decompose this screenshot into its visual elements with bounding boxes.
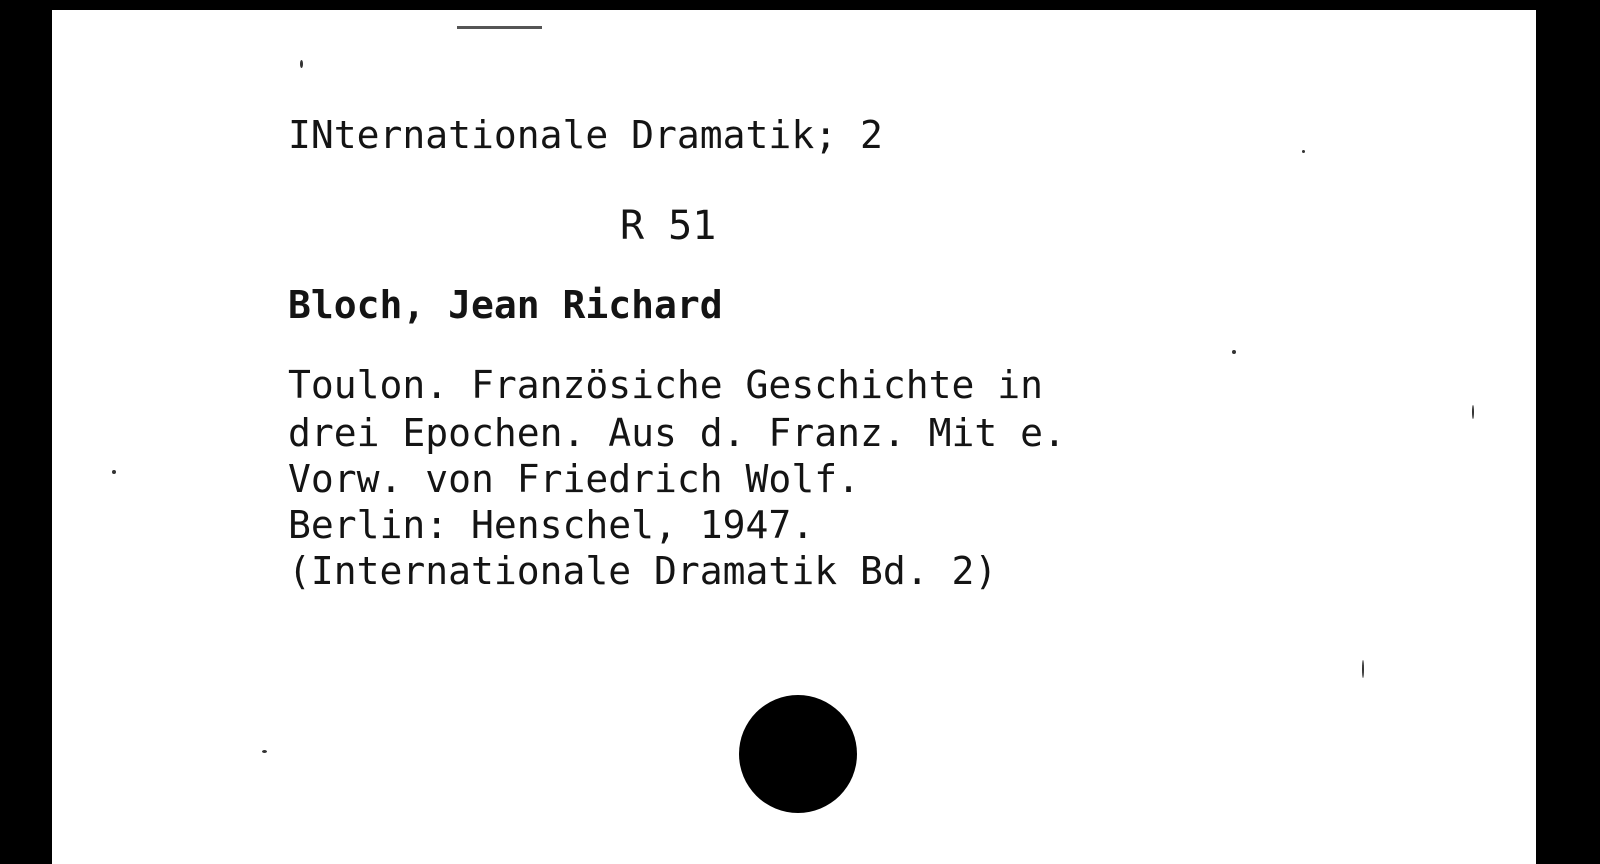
catalog-card [52, 10, 1536, 864]
shelfmark: R 51 [620, 203, 717, 249]
title-line-1: Toulon. Französiche Geschichte in [288, 363, 1043, 407]
imprint: Berlin: Henschel, 1947. [288, 503, 815, 547]
scan-speck [1362, 660, 1364, 678]
scan-speck [1472, 405, 1474, 419]
punch-hole [739, 695, 857, 813]
scan-speck [1232, 350, 1236, 354]
author-heading: Bloch, Jean Richard [288, 283, 723, 327]
scan-speck [112, 470, 116, 474]
title-line-2: drei Epochen. Aus d. Franz. Mit e. [288, 411, 1066, 455]
card-smudge [457, 26, 542, 29]
scan-speck [1302, 150, 1305, 153]
series-statement: (Internationale Dramatik Bd. 2) [288, 549, 998, 593]
scan-speck [300, 60, 303, 68]
scan-speck [262, 750, 267, 753]
series-heading: INternationale Dramatik; 2 [288, 113, 883, 157]
title-line-3: Vorw. von Friedrich Wolf. [288, 457, 860, 501]
